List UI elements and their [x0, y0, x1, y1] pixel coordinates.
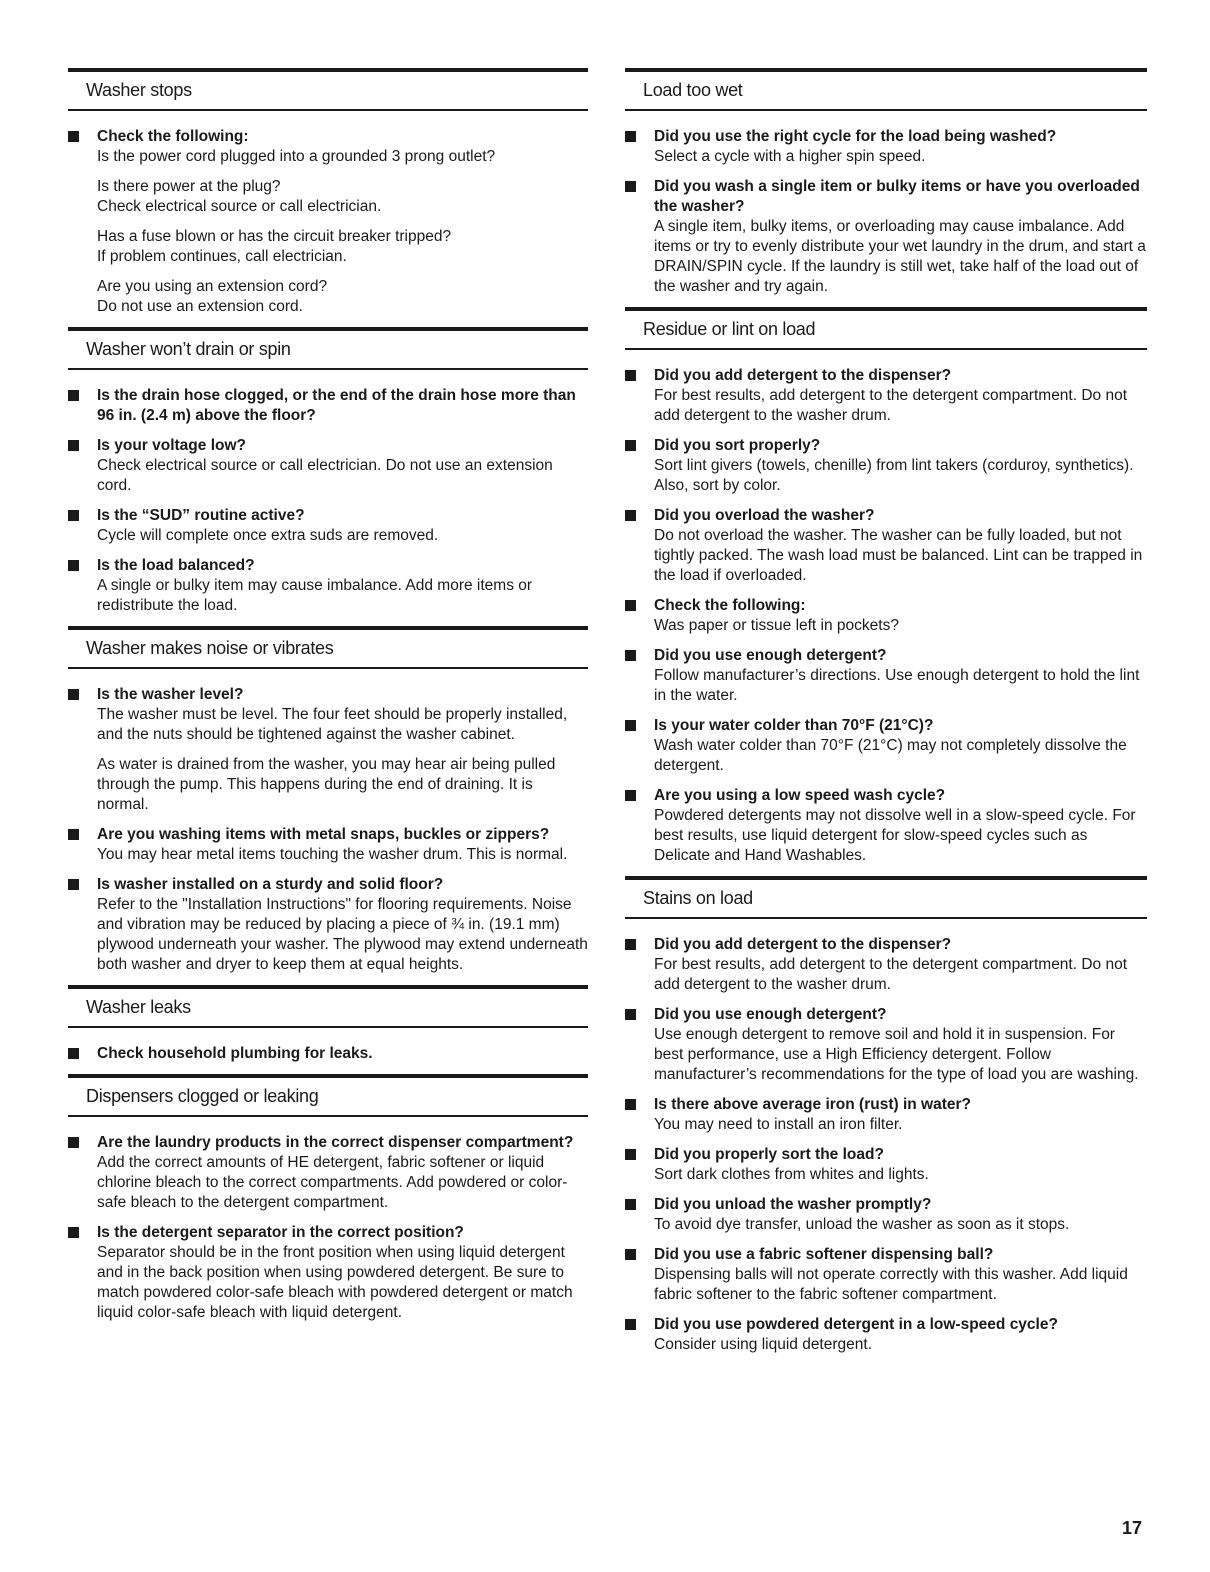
item-text: Wash water colder than 70°F (21°C) may not completely dissolve the detergent. — [654, 737, 1127, 774]
section-heading: Residue or lint on load — [625, 307, 1147, 350]
item-question: Did you use enough detergent? — [654, 647, 887, 664]
list-item — [625, 1245, 1147, 1305]
item-body — [654, 786, 1147, 866]
item-body — [97, 825, 588, 865]
item-body — [654, 506, 1147, 586]
item-question: Check the following: — [654, 597, 806, 614]
square-bullet-icon — [68, 510, 79, 521]
item-text: Is there power at the plug? Check electrical source or call electrician. — [97, 178, 382, 215]
square-bullet-icon — [625, 1199, 636, 1210]
square-bullet-icon — [625, 510, 636, 521]
item-body — [654, 177, 1147, 297]
item-question: Did you unload the washer promptly? — [654, 1196, 932, 1213]
list-item — [68, 386, 588, 426]
item-body — [654, 716, 1147, 776]
list-item — [68, 685, 588, 815]
list-item — [625, 716, 1147, 776]
item-body — [97, 1133, 588, 1213]
item-text: Are you using an extension cord? Do not use an extension cord. — [97, 278, 328, 315]
item-body — [654, 1145, 1147, 1185]
item-body — [97, 1223, 588, 1323]
item-text: A single or bulky item may cause imbalance. Add more items or redistribute the load. — [97, 577, 533, 614]
square-bullet-icon — [68, 689, 79, 700]
item-question: Is the detergent separator in the correct position? — [97, 1224, 464, 1241]
item-question: Check household plumbing for leaks. — [97, 1045, 373, 1062]
item-text: Cycle will complete once extra suds are removed. — [97, 527, 439, 544]
item-text: Add the correct amounts of HE detergent, fabric softener or liquid chlorine bleach to the correct compartments. Add powdered or color-safe bleach to the detergent compartment. — [97, 1154, 568, 1211]
item-question: Is washer installed on a sturdy and solid floor? — [97, 876, 444, 893]
item-question: Did you use enough detergent? — [654, 1006, 887, 1023]
square-bullet-icon — [625, 1149, 636, 1160]
section-heading: Dispensers clogged or leaking — [68, 1074, 588, 1117]
list-item — [68, 825, 588, 865]
item-question: Did you overload the washer? — [654, 507, 875, 524]
item-text: Sort lint givers (towels, chenille) from lint takers (corduroy, synthetics). Also, sort by color. — [654, 457, 1134, 494]
item-question: Are you using a low speed wash cycle? — [654, 787, 946, 804]
square-bullet-icon — [68, 879, 79, 890]
item-question: Did you add detergent to the dispenser? — [654, 936, 952, 953]
item-text: Use enough detergent to remove soil and hold it in suspension. For best performance, use a High Efficiency detergent. Follow manufacturer’s recommendations for the type of load you are washing. — [654, 1026, 1139, 1083]
item-text: Separator should be in the front position when using liquid detergent and in the back position when using powdered detergent. Be sure to match powdered color-safe bleach with powdered detergent or match liquid color-safe bleach with liquid detergent. — [97, 1244, 573, 1321]
square-bullet-icon — [625, 131, 636, 142]
item-question: Did you use the right cycle for the load being washed? — [654, 128, 1057, 145]
square-bullet-icon — [68, 829, 79, 840]
section-heading: Stains on load — [625, 876, 1147, 919]
list-item — [68, 1044, 588, 1064]
square-bullet-icon — [625, 1249, 636, 1260]
list-item — [625, 1315, 1147, 1355]
item-question: Is there above average iron (rust) in water? — [654, 1096, 971, 1113]
square-bullet-icon — [625, 600, 636, 611]
item-body — [97, 875, 588, 975]
item-body — [97, 386, 588, 426]
item-text: Powdered detergents may not dissolve well in a slow-speed cycle. For best results, use liquid detergent for slow-speed cycles such as Delicate and Hand Washables. — [654, 807, 1136, 864]
item-question: Did you sort properly? — [654, 437, 821, 454]
item-text: Follow manufacturer’s directions. Use enough detergent to hold the lint in the water. — [654, 667, 1140, 704]
section-stains-on-load — [625, 876, 1147, 1355]
item-text: You may need to install an iron filter. — [654, 1116, 903, 1133]
item-body — [97, 436, 588, 496]
item-question: Is the load balanced? — [97, 557, 255, 574]
item-body — [654, 1195, 1147, 1235]
item-body — [97, 1044, 588, 1064]
right-column — [625, 68, 1147, 1365]
square-bullet-icon — [625, 1009, 636, 1020]
item-question: Did you wash a single item or bulky items or have you overloaded the washer? — [654, 178, 1140, 215]
item-text: For best results, add detergent to the detergent compartment. Do not add detergent to the washer drum. — [654, 956, 1128, 993]
square-bullet-icon — [625, 650, 636, 661]
item-body — [97, 127, 588, 317]
list-item — [625, 1005, 1147, 1085]
item-question: Is the washer level? — [97, 686, 244, 703]
section-heading: Washer leaks — [68, 985, 588, 1028]
item-question: Are you washing items with metal snaps, buckles or zippers? — [97, 826, 550, 843]
square-bullet-icon — [625, 370, 636, 381]
square-bullet-icon — [68, 1137, 79, 1148]
item-question: Did you properly sort the load? — [654, 1146, 884, 1163]
square-bullet-icon — [625, 181, 636, 192]
item-body — [654, 935, 1147, 995]
item-question: Is your water colder than 70°F (21°C)? — [654, 717, 934, 734]
item-question: Did you use powdered detergent in a low-speed cycle? — [654, 1316, 1058, 1333]
section-residue-or-lint-on-load — [625, 307, 1147, 866]
list-item — [625, 366, 1147, 426]
square-bullet-icon — [68, 1048, 79, 1059]
left-column — [68, 68, 588, 1333]
list-item — [625, 786, 1147, 866]
section-washer-makes-noise-or-vibrates — [68, 626, 588, 975]
section-heading: Washer makes noise or vibrates — [68, 626, 588, 669]
list-item — [68, 506, 588, 546]
page-number: 17 — [1122, 1518, 1143, 1538]
list-item — [625, 127, 1147, 167]
list-item — [68, 436, 588, 496]
item-text: Sort dark clothes from whites and lights. — [654, 1166, 929, 1183]
item-body — [654, 436, 1147, 496]
item-body — [97, 685, 588, 815]
item-body — [97, 556, 588, 616]
list-item — [625, 596, 1147, 636]
square-bullet-icon — [68, 440, 79, 451]
square-bullet-icon — [625, 790, 636, 801]
square-bullet-icon — [68, 390, 79, 401]
list-item — [68, 556, 588, 616]
item-text: Dispensing balls will not operate correctly with this washer. Add liquid fabric softener to the fabric softener compartment. — [654, 1266, 1128, 1303]
section-dispensers-clogged-or-leaking — [68, 1074, 588, 1323]
item-text: A single item, bulky items, or overloading may cause imbalance. Add items or try to evenly distribute your wet laundry in the drum, and start a DRAIN/SPIN cycle. If the laundry is still wet, take half of the load out of the washer and try again. — [654, 218, 1146, 295]
list-item — [68, 1133, 588, 1213]
item-question: Did you use a fabric softener dispensing ball? — [654, 1246, 994, 1263]
square-bullet-icon — [625, 1099, 636, 1110]
item-body — [654, 596, 1147, 636]
list-item — [625, 1095, 1147, 1135]
item-body — [654, 1005, 1147, 1085]
item-body — [654, 366, 1147, 426]
item-text: Consider using liquid detergent. — [654, 1336, 872, 1353]
item-text: For best results, add detergent to the detergent compartment. Do not add detergent to the washer drum. — [654, 387, 1128, 424]
item-question: Are the laundry products in the correct dispenser compartment? — [97, 1134, 574, 1151]
list-item — [625, 935, 1147, 995]
list-item — [625, 506, 1147, 586]
item-text: Refer to the "Installation Instructions" for flooring requirements. Noise and vibration may be reduced by placing a piece of ¾ in. (19.1 mm) plywood underneath your washer. The plywood may extend underneath both washer and dryer to keep them at equal heights. — [97, 896, 588, 973]
section-load-too-wet — [625, 68, 1147, 297]
list-item — [625, 436, 1147, 496]
item-question: Is the drain hose clogged, or the end of the drain hose more than 96 in. (2.4 m) above the floor? — [97, 387, 576, 424]
section-heading: Washer won’t drain or spin — [68, 327, 588, 370]
item-body — [654, 646, 1147, 706]
item-text: Is the power cord plugged into a grounded 3 prong outlet? — [97, 148, 496, 165]
square-bullet-icon — [625, 939, 636, 950]
item-body — [654, 1245, 1147, 1305]
list-item — [68, 127, 588, 317]
list-item — [625, 1145, 1147, 1185]
section-washer-leaks — [68, 985, 588, 1064]
section-washer-stops — [68, 68, 588, 317]
section-washer-won-t-drain-or-spin — [68, 327, 588, 616]
item-question: Is the “SUD” routine active? — [97, 507, 305, 524]
item-question: Is your voltage low? — [97, 437, 246, 454]
item-body — [654, 1315, 1147, 1355]
item-text: Was paper or tissue left in pockets? — [654, 617, 899, 634]
square-bullet-icon — [68, 131, 79, 142]
item-question: Check the following: — [97, 128, 249, 145]
square-bullet-icon — [625, 1319, 636, 1330]
item-text: Has a fuse blown or has the circuit breaker tripped? If problem continues, call electrician. — [97, 228, 452, 265]
square-bullet-icon — [625, 720, 636, 731]
list-item — [625, 1195, 1147, 1235]
item-text: To avoid dye transfer, unload the washer as soon as it stops. — [654, 1216, 1070, 1233]
item-text: You may hear metal items touching the washer drum. This is normal. — [97, 846, 568, 863]
square-bullet-icon — [68, 1227, 79, 1238]
section-heading: Load too wet — [625, 68, 1147, 111]
item-text: Do not overload the washer. The washer can be fully loaded, but not tightly packed. The wash load must be balanced. Lint can be trapped in the load if overloaded. — [654, 527, 1143, 584]
item-text: Check electrical source or call electrician. Do not use an extension cord. — [97, 457, 553, 494]
item-body — [654, 127, 1147, 167]
item-text: Select a cycle with a higher spin speed. — [654, 148, 926, 165]
item-question: Did you add detergent to the dispenser? — [654, 367, 952, 384]
list-item — [68, 875, 588, 975]
item-text: The washer must be level. The four feet should be properly installed, and the nuts should be tightened against the washer cabinet. — [97, 706, 568, 743]
item-text: As water is drained from the washer, you may hear air being pulled through the pump. This happens during the end of draining. It is normal. — [97, 756, 556, 813]
list-item — [625, 646, 1147, 706]
item-body — [654, 1095, 1147, 1135]
square-bullet-icon — [68, 560, 79, 571]
item-body — [97, 506, 588, 546]
list-item — [68, 1223, 588, 1323]
list-item — [625, 177, 1147, 297]
section-heading: Washer stops — [68, 68, 588, 111]
square-bullet-icon — [625, 440, 636, 451]
